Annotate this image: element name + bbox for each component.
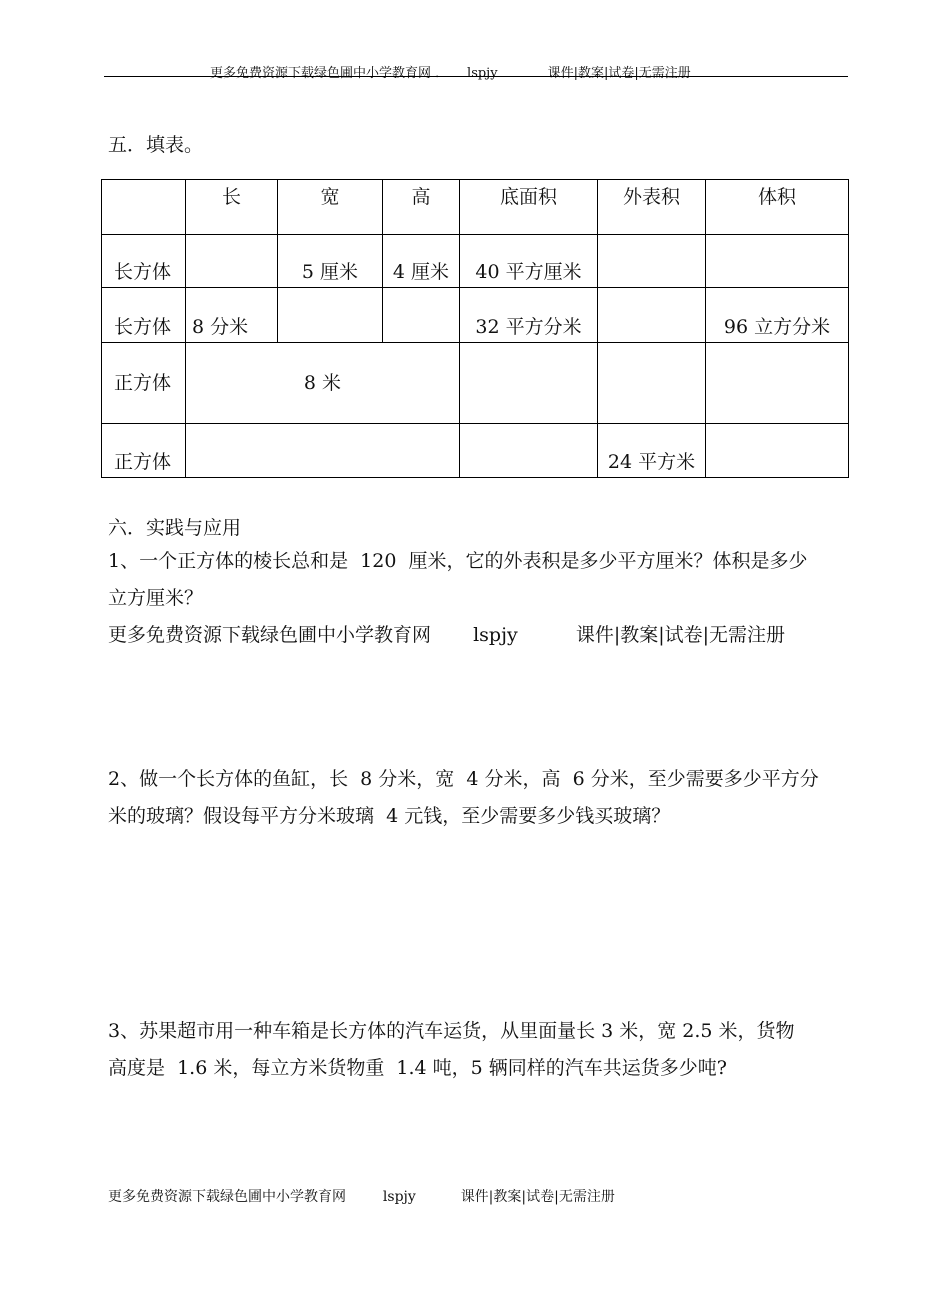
table-row <box>102 235 849 288</box>
cell-height: 4 厘米 <box>383 235 460 288</box>
question-3 <box>108 1013 848 1087</box>
question-1-line-1: 1、一个正方体的棱长总和是 120 厘米，它的外表积是多少平方厘米？体积是多少 <box>108 550 808 572</box>
question-2-line-2: 米的玻璃？假设每平方分米玻璃 4 元钱，至少需要多少钱买玻璃？ <box>108 805 671 827</box>
question-1-line-2: 立方厘米？ <box>108 587 204 609</box>
cell-edge <box>186 424 460 478</box>
header-cell-surface-area: 外表积 <box>598 180 706 235</box>
table-header-row <box>102 180 849 235</box>
cell-edge: 8 米 <box>186 343 460 424</box>
cell-surface-area <box>598 288 706 343</box>
cell-volume: 96 立方分米 <box>706 288 849 343</box>
question-3-line-1: 3、苏果超市用一种车箱是长方体的汽车运货，从里面量长 3 米，宽 2.5 米，货物 <box>108 1020 795 1042</box>
table-row <box>102 343 849 424</box>
row-label: 长方体 <box>102 288 186 343</box>
cell-length <box>186 235 278 288</box>
question-3-line-2: 高度是 1.6 米，每立方米货物重 1.4 吨，5 辆同样的汽车共运货多少吨? <box>108 1057 727 1079</box>
header-site: 更多免费资源下载绿色圃中小学教育网 <box>210 66 432 81</box>
promo-tags: 课件|教案|试卷|无需注册 <box>575 624 786 646</box>
footer-tags: 课件|教案|试卷|无需注册 <box>460 1189 615 1205</box>
footer-site: 更多免费资源下载绿色圃中小学教育网 <box>108 1189 346 1205</box>
header-rule <box>104 76 848 77</box>
header-separator: ． <box>435 66 449 81</box>
cell-surface-area <box>598 343 706 424</box>
cell-height <box>383 288 460 343</box>
cell-volume <box>706 343 849 424</box>
promo-code: lspjy <box>473 624 518 646</box>
table-row <box>102 288 849 343</box>
cell-base-area: 32 平方分米 <box>460 288 598 343</box>
page-footer <box>108 1186 615 1206</box>
header-cell-empty <box>102 180 186 235</box>
section5-title: 五．填表。 <box>108 134 204 156</box>
cell-base-area <box>460 424 598 478</box>
cell-width <box>278 288 383 343</box>
cell-width: 5 厘米 <box>278 235 383 288</box>
promo-line <box>108 617 848 654</box>
cell-base-area <box>460 343 598 424</box>
header-cell-height: 高 <box>383 180 460 235</box>
section6-title: 六．实践与应用 <box>108 517 242 539</box>
header-code: lspjy <box>467 66 498 81</box>
cell-volume <box>706 235 849 288</box>
header-cell-volume: 体积 <box>706 180 849 235</box>
fill-in-table <box>101 179 849 478</box>
cell-surface-area: 24 平方米 <box>598 424 706 478</box>
question-2-line-1: 2、做一个长方体的鱼缸，长 8 分米，宽 4 分米，高 6 分米，至少需要多少平方分 <box>108 768 819 790</box>
footer-code: lspjy <box>382 1189 416 1205</box>
header-tags: 课件|教案|试卷|无需注册 <box>547 66 691 81</box>
table-row <box>102 424 849 478</box>
header-cell-base-area: 底面积 <box>460 180 598 235</box>
header-cell-length: 长 <box>186 180 278 235</box>
promo-site: 更多免费资源下载绿色圃中小学教育网 <box>108 624 432 646</box>
cell-base-area: 40 平方厘米 <box>460 235 598 288</box>
row-label: 长方体 <box>102 235 186 288</box>
header-cell-width: 宽 <box>278 180 383 235</box>
question-1 <box>108 543 848 654</box>
row-label: 正方体 <box>102 343 186 424</box>
page-header <box>210 62 691 81</box>
cell-volume <box>706 424 849 478</box>
row-label: 正方体 <box>102 424 186 478</box>
question-2 <box>108 761 848 835</box>
cell-length: 8 分米 <box>186 288 278 343</box>
cell-surface-area <box>598 235 706 288</box>
